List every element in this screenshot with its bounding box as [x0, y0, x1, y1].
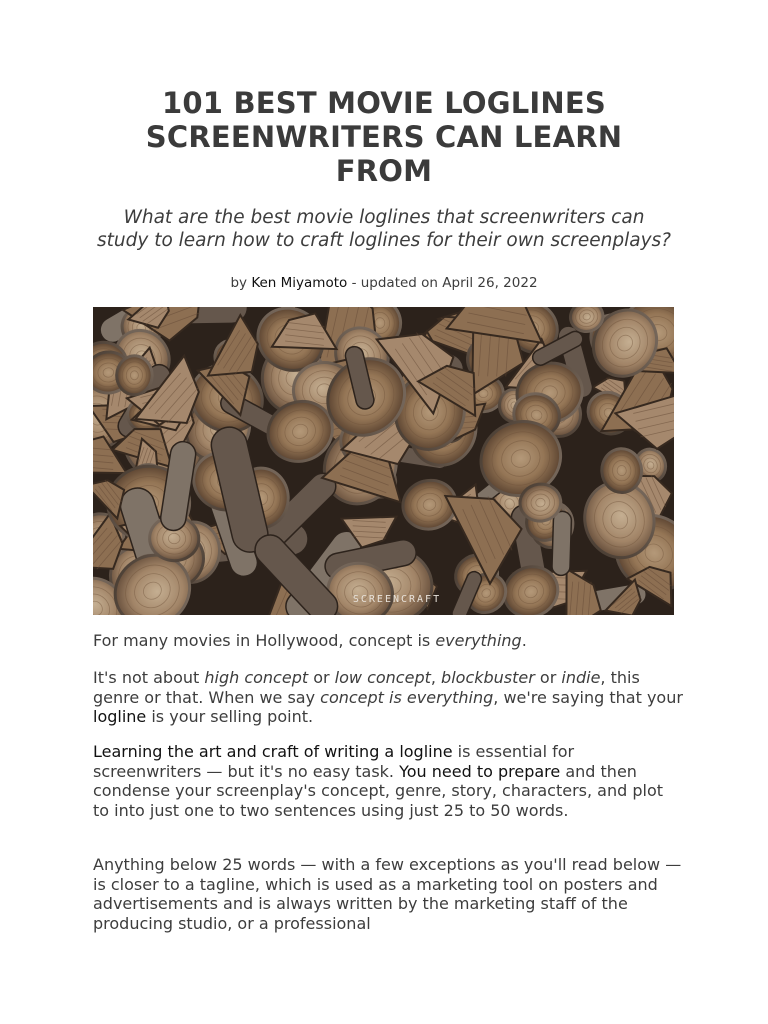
p2-em-1: high concept [204, 668, 309, 687]
byline [96, 274, 672, 292]
byline-prefix: by [230, 275, 252, 291]
p3-text-2: and then condense your screenplay's concept, genre, story, characters, and plot to into just one to two sentences using just 25 to 50 words. [93, 761, 664, 820]
p2-text-5: , this genre or that. When we say [93, 668, 640, 707]
p2-text-6: , we're saying that your [493, 687, 683, 707]
p2-text-3: , [430, 668, 442, 687]
article-title: 101 BEST MOVIE LOGLINES SCREENWRITERS CAN LEARN FROM [145, 86, 623, 188]
log-shapes [93, 307, 674, 615]
paragraph-1 [93, 631, 683, 651]
p2-text-2: or [308, 668, 335, 687]
p2-em-2: low concept [334, 668, 431, 687]
p2-em-3: blockbuster [441, 668, 535, 687]
p2-text-4: or [534, 668, 562, 687]
p2-em-5: concept is everything [320, 687, 494, 707]
p1-text-1: For many movies in Hollywood, concept is [93, 631, 436, 650]
p2-em-4: indie [561, 668, 601, 687]
p2-text-7: is your selling point. [146, 707, 314, 726]
watermark-text: SCREENCRAFT [352, 594, 442, 605]
byline-updated: - updated on April 26, 2022 [347, 275, 538, 291]
p1-em-1: everything [435, 631, 522, 650]
learning-logline-link[interactable]: Learning the art and craft of writing a logline [93, 742, 453, 761]
hero-image [93, 307, 674, 615]
paragraph-3 [93, 742, 683, 820]
logline-link[interactable]: logline [93, 707, 147, 726]
firewood-image [93, 307, 674, 615]
paragraph-4 [93, 855, 683, 933]
paragraph-2 [93, 668, 683, 727]
p3-text-1: is essential for screenwriters — but it's no easy task. [93, 742, 575, 781]
p1-text-2: . [521, 631, 527, 650]
article-subtitle: What are the best movie loglines that screenwriters can study to learn how to craft loglines for their own screenplays? [97, 207, 671, 251]
prepare-link[interactable]: You need to prepare [399, 761, 561, 781]
author-link[interactable]: Ken Miyamoto [251, 275, 348, 291]
p2-text-1: It's not about [93, 668, 205, 687]
image-shade [93, 307, 674, 615]
p4-text-1: Anything below 25 words — with a few exceptions as you'll read below — is closer to a tagline, which is used as a marketing tool on posters and advertisements and is always written by the marketing staff of the producing studio, or a professional [93, 855, 682, 933]
